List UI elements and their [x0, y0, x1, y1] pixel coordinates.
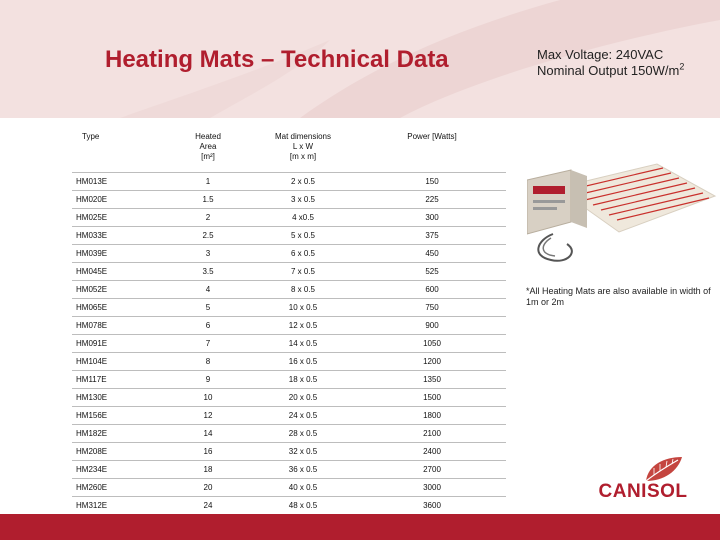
spec-output-exponent: 2 [679, 61, 685, 72]
table-row [72, 173, 506, 191]
cell-heated-area: 16 [168, 443, 248, 461]
cell-mat-dimensions: 8 x 0.5 [248, 281, 358, 299]
cell-power: 2400 [358, 443, 506, 461]
table-row [72, 317, 506, 335]
cell-mat-dimensions: 14 x 0.5 [248, 335, 358, 353]
cell-mat-dimensions: 40 x 0.5 [248, 479, 358, 497]
cell-type: HM312E [72, 497, 168, 515]
cell-type: HM033E [72, 227, 168, 245]
cell-type: HM104E [72, 353, 168, 371]
cell-type: HM045E [72, 263, 168, 281]
table-row [72, 209, 506, 227]
header-heated-area [168, 127, 248, 173]
cell-power: 1200 [358, 353, 506, 371]
cell-heated-area: 6 [168, 317, 248, 335]
cell-heated-area: 18 [168, 461, 248, 479]
cell-mat-dimensions: 12 x 0.5 [248, 317, 358, 335]
table-row [72, 335, 506, 353]
cell-mat-dimensions: 7 x 0.5 [248, 263, 358, 281]
table-row [72, 353, 506, 371]
cell-type: HM039E [72, 245, 168, 263]
leaf-icon [642, 455, 684, 483]
cell-type: HM182E [72, 425, 168, 443]
cell-type: HM025E [72, 209, 168, 227]
cell-power: 3600 [358, 497, 506, 515]
table-row [72, 227, 506, 245]
cell-heated-area: 2.5 [168, 227, 248, 245]
cell-power: 3000 [358, 479, 506, 497]
cell-heated-area: 10 [168, 389, 248, 407]
spec-output-text: Nominal Output 150W/m [537, 63, 680, 78]
spec-voltage: Max Voltage: 240VAC [537, 47, 664, 62]
cell-mat-dimensions: 2 x 0.5 [248, 173, 358, 191]
cell-type: HM078E [72, 317, 168, 335]
cell-heated-area: 12 [168, 407, 248, 425]
cell-type: HM208E [72, 443, 168, 461]
cell-power: 1350 [358, 371, 506, 389]
cell-heated-area: 9 [168, 371, 248, 389]
header-dims-line3: [m x m] [289, 152, 317, 161]
cell-mat-dimensions: 48 x 0.5 [248, 497, 358, 515]
cell-type: HM020E [72, 191, 168, 209]
header-area-line2: Area [199, 142, 217, 151]
cell-type: HM091E [72, 335, 168, 353]
cell-power: 2700 [358, 461, 506, 479]
cell-type: HM013E [72, 173, 168, 191]
table-header-row [72, 127, 506, 173]
cell-power: 150 [358, 173, 506, 191]
cell-mat-dimensions: 32 x 0.5 [248, 443, 358, 461]
header-area-line1: Heated [195, 132, 221, 141]
cell-mat-dimensions: 3 x 0.5 [248, 191, 358, 209]
cell-mat-dimensions: 5 x 0.5 [248, 227, 358, 245]
cell-type: HM260E [72, 479, 168, 497]
cell-heated-area: 3 [168, 245, 248, 263]
table-row [72, 371, 506, 389]
cell-mat-dimensions: 36 x 0.5 [248, 461, 358, 479]
table-row [72, 263, 506, 281]
table-row [72, 389, 506, 407]
cell-heated-area: 4 [168, 281, 248, 299]
table-row [72, 245, 506, 263]
availability-note: *All Heating Mats are also available in width of 1m or 2m [526, 286, 711, 307]
cell-type: HM065E [72, 299, 168, 317]
table-row [72, 479, 506, 497]
cell-power: 225 [358, 191, 506, 209]
cell-power: 600 [358, 281, 506, 299]
cell-power: 375 [358, 227, 506, 245]
cell-mat-dimensions: 24 x 0.5 [248, 407, 358, 425]
header-type: Type [72, 127, 168, 173]
header-mat-dimensions [248, 127, 358, 173]
cell-mat-dimensions: 16 x 0.5 [248, 353, 358, 371]
table-row [72, 299, 506, 317]
cell-heated-area: 1 [168, 173, 248, 191]
cell-mat-dimensions: 20 x 0.5 [248, 389, 358, 407]
cell-mat-dimensions: 18 x 0.5 [248, 371, 358, 389]
cell-type: HM156E [72, 407, 168, 425]
table-row [72, 461, 506, 479]
footer-band [0, 514, 720, 540]
cell-heated-area: 5 [168, 299, 248, 317]
cell-power: 525 [358, 263, 506, 281]
table-row [72, 443, 506, 461]
cell-heated-area: 7 [168, 335, 248, 353]
cell-power: 1050 [358, 335, 506, 353]
cell-heated-area: 1.5 [168, 191, 248, 209]
header-area-line3: [m²] [201, 152, 215, 161]
cell-heated-area: 14 [168, 425, 248, 443]
cell-type: HM234E [72, 461, 168, 479]
table-row [72, 497, 506, 515]
cell-type: HM052E [72, 281, 168, 299]
logo-wordmark: CANISOL [598, 481, 688, 502]
cell-mat-dimensions: 10 x 0.5 [248, 299, 358, 317]
cell-heated-area: 2 [168, 209, 248, 227]
header-dims-line2: L x W [292, 142, 314, 151]
cell-mat-dimensions: 4 x0.5 [248, 209, 358, 227]
cell-power: 2100 [358, 425, 506, 443]
cell-heated-area: 8 [168, 353, 248, 371]
technical-data-table [72, 127, 506, 515]
cell-power: 1800 [358, 407, 506, 425]
table-row [72, 425, 506, 443]
cell-heated-area: 3.5 [168, 263, 248, 281]
cell-mat-dimensions: 6 x 0.5 [248, 245, 358, 263]
cell-power: 900 [358, 317, 506, 335]
table-row [72, 281, 506, 299]
cell-type: HM130E [72, 389, 168, 407]
header-dims-line1: Mat dimensions [274, 132, 332, 141]
page-title: Heating Mats – Technical Data [105, 46, 449, 73]
spec-output [537, 63, 684, 79]
cell-heated-area: 24 [168, 497, 248, 515]
cell-heated-area: 20 [168, 479, 248, 497]
cell-power: 300 [358, 209, 506, 227]
cell-type: HM117E [72, 371, 168, 389]
cell-power: 450 [358, 245, 506, 263]
header-power: Power [Watts] [358, 127, 506, 173]
cell-power: 1500 [358, 389, 506, 407]
specs-block [537, 47, 684, 79]
heating-mat-product-image [527, 160, 717, 270]
table-row [72, 191, 506, 209]
cell-power: 750 [358, 299, 506, 317]
table-body [72, 173, 506, 515]
table-row [72, 407, 506, 425]
cell-mat-dimensions: 28 x 0.5 [248, 425, 358, 443]
canisol-logo [598, 455, 688, 503]
